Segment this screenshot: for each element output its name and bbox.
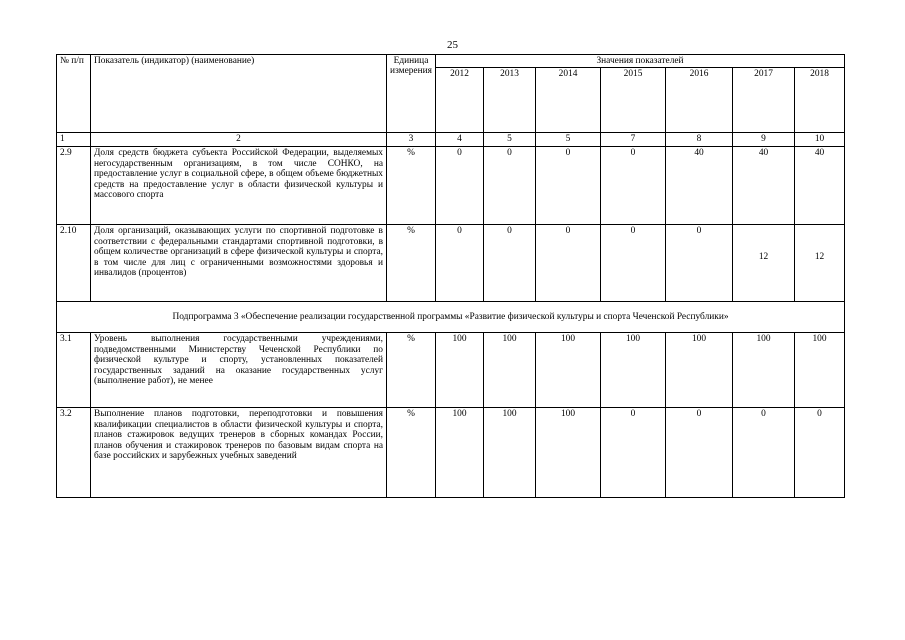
value-cell: 0 [795,408,845,498]
unit-cell: % [387,225,436,302]
indicator-name: Уровень выполнения государственными учреждениями, подведомственными Министерству Чеченской Республики по физической культуре и спорту, установленных показателей государственных заданий на оказание государственных услуг (выполнение работ), не менее [91,333,387,408]
subprogram-row [57,302,845,333]
value-cell [733,225,795,302]
value-cell: 100 [733,333,795,408]
header-year: 2017 [733,68,795,133]
column-number: 8 [666,133,733,147]
column-number: 5 [484,133,536,147]
row-number: 3.1 [57,333,91,408]
value-cell: 100 [601,333,666,408]
column-number: 2 [91,133,387,147]
header-year: 2014 [536,68,601,133]
header-year: 2012 [436,68,484,133]
unit-cell: % [387,408,436,498]
column-number: 1 [57,133,91,147]
header-year: 2016 [666,68,733,133]
indicators-table [56,54,845,498]
table-row [57,408,845,498]
value-cell: 100 [536,408,601,498]
value-cell: 0 [601,408,666,498]
value-cell: 0 [601,147,666,225]
header-col-no: № п/п [57,55,91,133]
header-col-indicator: Показатель (индикатор) (наименование) [91,55,387,133]
value-cell: 0 [484,147,536,225]
value-cell: 0 [536,225,601,302]
page-number: 25 [447,39,458,51]
value-cell: 0 [436,147,484,225]
value-text: 12 [814,252,825,263]
header-col-values: Значения показателей [436,55,845,68]
table-row [57,333,845,408]
value-cell: 100 [436,333,484,408]
column-number: 7 [601,133,666,147]
value-cell: 100 [666,333,733,408]
value-cell: 40 [733,147,795,225]
value-cell: 0 [666,225,733,302]
value-cell: 100 [484,333,536,408]
value-cell: 0 [666,408,733,498]
row-number: 2.10 [57,225,91,302]
value-cell: 100 [795,333,845,408]
unit-cell: % [387,333,436,408]
column-number: 9 [733,133,795,147]
table-row [57,147,845,225]
value-cell: 0 [733,408,795,498]
value-cell: 0 [436,225,484,302]
header-row [57,55,845,68]
subprogram-title: Подпрограмма 3 «Обеспечение реализации государственной программы «Развитие физической культуры и спорта Чеченской Республики» [57,302,845,333]
value-cell: 0 [601,225,666,302]
value-cell [795,225,845,302]
value-cell: 40 [666,147,733,225]
column-number: 4 [436,133,484,147]
value-cell: 100 [484,408,536,498]
value-cell: 100 [436,408,484,498]
header-year: 2018 [795,68,845,133]
header-col-unit: Единица измерения [387,55,436,133]
value-cell: 40 [795,147,845,225]
table-row [57,225,845,302]
row-number: 2.9 [57,147,91,225]
column-number: 10 [795,133,845,147]
indicator-name: Доля средств бюджета субъекта Российской Федерации, выделяемых негосударственным организациям, в том числе СОНКО, на предоставление услуг в социальной сфере, в общем объеме бюджетных средств на предоставление услуг в области физической культуры и массового спорта [91,147,387,225]
value-cell: 0 [484,225,536,302]
value-cell: 0 [536,147,601,225]
value-cell: 100 [536,333,601,408]
column-number: 5 [536,133,601,147]
column-number: 3 [387,133,436,147]
value-text: 12 [758,252,769,263]
header-year: 2015 [601,68,666,133]
row-number: 3.2 [57,408,91,498]
unit-cell: % [387,147,436,225]
indicator-name: Выполнение планов подготовки, переподготовки и повышения квалификации специалистов в области физической культуры и спорта, планов стажировок ведущих тренеров в сборных командах России, планов обучения и стажировок тренеров по базовым видам спорта на базе российских и зарубежных учебных заведений [91,408,387,498]
column-numbers-row [57,133,845,147]
indicator-name: Доля организаций, оказывающих услуги по спортивной подготовке в соответствии с федеральными стандартами спортивной подготовки, в общем количестве организаций в сфере физической культуры и спорта, в том числе для лиц с ограниченными возможностями здоровья и инвалидов (процентов) [91,225,387,302]
header-year: 2013 [484,68,536,133]
